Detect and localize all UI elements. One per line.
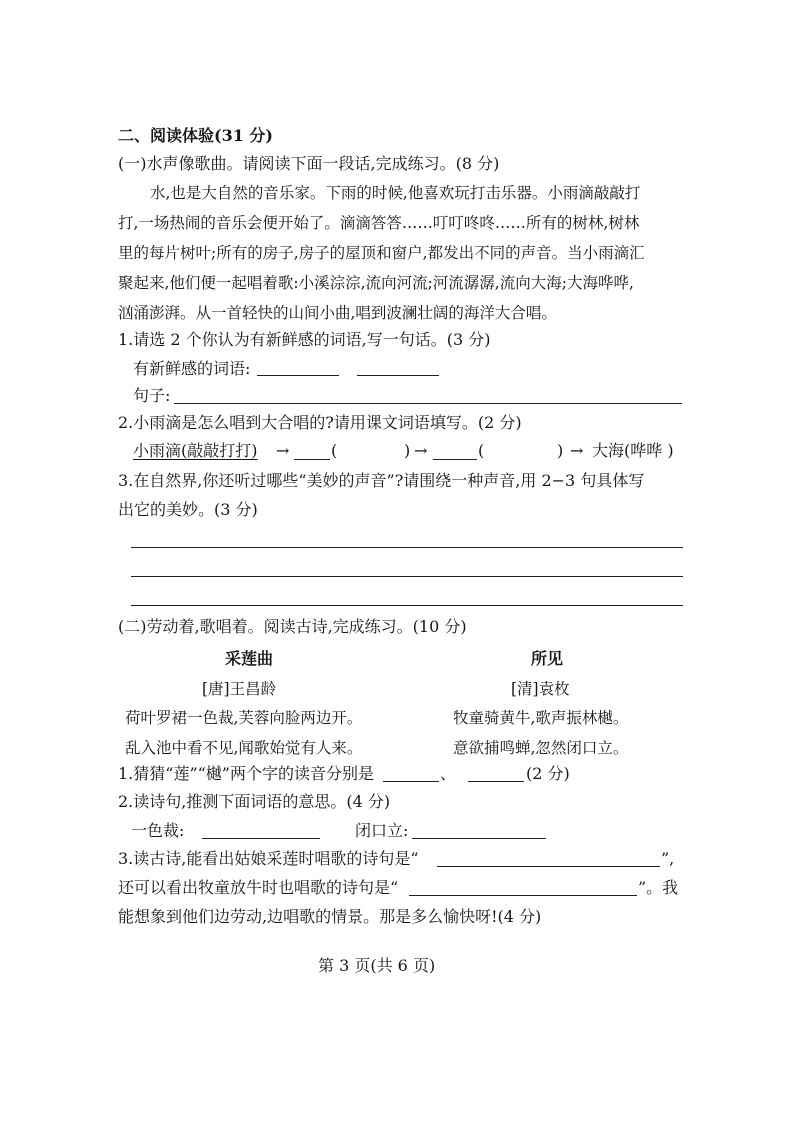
- q1-words-label: 有新鲜感的词语:: [133, 359, 251, 378]
- p2q3-line2-end: ”。我: [638, 878, 679, 897]
- p2q2-blank-2[interactable]: [412, 838, 546, 839]
- p2q1-blank-1[interactable]: [383, 781, 439, 782]
- poem2-line2: 意欲捕鸣蝉,忽然闭口立。: [453, 739, 629, 757]
- p2q1-blank-2[interactable]: [468, 781, 524, 782]
- poem1-author: [唐]王昌龄: [202, 680, 277, 698]
- q3-prompt-line2: 出它的美妙。(3 分): [118, 500, 258, 519]
- q3-prompt-line1: 3.在自然界,你还听过哪些“美妙的声音”?请围绕一种声音,用 2−3 句具体写: [118, 471, 645, 490]
- part1-heading: (一)水声像歌曲。请阅读下面一段话,完成练习。(8 分): [118, 154, 500, 173]
- q2-prompt: 2.小雨滴是怎么唱到大合唱的?请用课文词语填写。(2 分): [118, 413, 522, 432]
- q2-start: 小雨滴(敲敲打打): [133, 441, 258, 460]
- q2-end: 大海(哗哗 ): [592, 441, 674, 460]
- q3-answer-line-1[interactable]: [131, 547, 683, 548]
- p2q2-prompt: 2.读诗句,推测下面词语的意思。(4 分): [118, 792, 391, 811]
- passage-line: 汹涌澎湃。从一首轻快的山间小曲,唱到波澜壮阔的海洋大合唱。: [118, 304, 557, 322]
- q2-blank-2a[interactable]: [433, 459, 477, 460]
- q2-blank-1a[interactable]: [294, 459, 330, 460]
- q2-paren-close-1: ): [404, 441, 411, 460]
- passage-line: 打,一场热闹的音乐会便开始了。滴滴答答……叮叮咚咚……所有的树林,树林: [118, 214, 640, 232]
- q2-paren-open-1: (: [331, 441, 338, 460]
- passage-line: 水,也是大自然的音乐家。下雨的时候,他喜欢玩打击乐器。小雨滴敲敲打: [150, 184, 641, 202]
- p2q3-line2-start: 还可以看出牧童放牛时也唱歌的诗句是“: [118, 878, 399, 897]
- p2q2-blank-1[interactable]: [202, 838, 320, 839]
- q2-arrow-3: →: [570, 441, 584, 460]
- p2q3-blank-1[interactable]: [437, 866, 660, 867]
- p2q3-line1-end: ”,: [661, 849, 675, 868]
- page-footer: 第 3 页(共 6 页): [318, 956, 436, 975]
- q2-paren-open-2: (: [478, 441, 485, 460]
- p2q2-term2: 闭口立:: [355, 821, 409, 840]
- q2-arrow-2: →: [414, 441, 428, 460]
- q3-answer-line-3[interactable]: [131, 605, 683, 606]
- passage-line: 里的每片树叶;所有的房子,房子的屋顶和窗户,都发出不同的声音。当小雨滴汇: [118, 244, 645, 262]
- q1-sentence-label: 句子:: [133, 386, 171, 405]
- q2-arrow-1: →: [276, 441, 290, 460]
- p2q1-sep: 、: [440, 764, 457, 783]
- passage-line: 聚起来,他们便一起唱着歌:小溪淙淙,流向河流;河流潺潺,流向大海;大海哗哗,: [118, 274, 634, 292]
- p2q3-blank-2[interactable]: [409, 895, 637, 896]
- q1-prompt: 1.请选 2 个你认为有新鲜感的词语,写一句话。(3 分): [118, 330, 491, 349]
- q1-sentence-blank[interactable]: [174, 403, 682, 404]
- q1-word-blank-1[interactable]: [257, 375, 339, 376]
- section-title: 二、阅读体验(31 分): [118, 126, 273, 145]
- p2q3-line1-start: 3.读古诗,能看出姑娘采莲时唱歌的诗句是“: [118, 849, 419, 868]
- poem2-line1: 牧童骑黄牛,歌声振林樾。: [453, 709, 629, 727]
- p2q3-line3: 能想象到他们边劳动,边唱歌的情景。那是多么愉快呀!(4 分): [118, 907, 542, 926]
- poem2-author: [清]袁枚: [511, 680, 570, 698]
- q3-answer-line-2[interactable]: [131, 576, 683, 577]
- q1-word-blank-2[interactable]: [357, 375, 439, 376]
- q2-paren-close-2: ): [557, 441, 564, 460]
- p2q1-prompt: 1.猜猜“莲”“樾”两个字的读音分别是: [118, 764, 374, 783]
- poem1-title: 采莲曲: [225, 649, 274, 668]
- poem1-line1: 荷叶罗裙一色裁,芙蓉向脸两边开。: [125, 709, 363, 727]
- part2-heading: (二)劳动着,歌唱着。阅读古诗,完成练习。(10 分): [118, 617, 467, 636]
- p2q1-score: (2 分): [526, 764, 570, 783]
- p2q2-term1: 一色裁:: [131, 821, 185, 840]
- poem2-title: 所见: [531, 649, 564, 668]
- poem1-line2: 乱入池中看不见,闻歌始觉有人来。: [125, 739, 363, 757]
